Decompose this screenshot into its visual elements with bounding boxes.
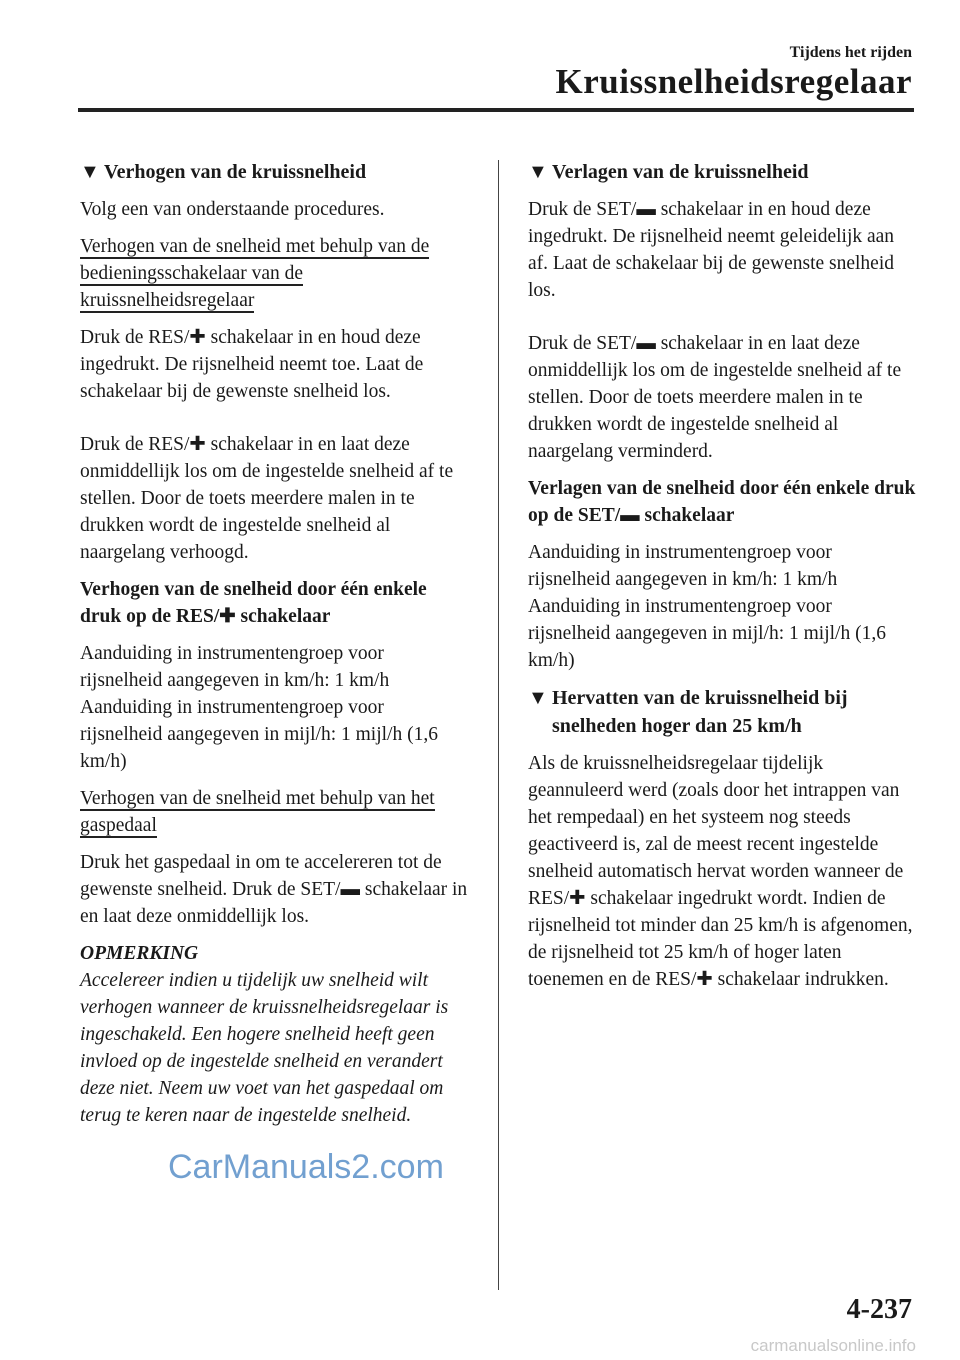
- section-heading: [528, 684, 918, 740]
- column-divider: [498, 160, 499, 1290]
- bold-subheading: Verlagen van de snelheid door één enkele druk op de SET/▬ schakelaar: [528, 478, 916, 526]
- paragraph: Volg een van onderstaande procedures.: [80, 199, 385, 220]
- underlined-subheading: [80, 233, 470, 314]
- triangle-bullet-icon: ▼: [528, 161, 548, 183]
- underlined-subheading-text: Verhogen van de snelheid met behulp van het gaspedaal: [80, 788, 435, 836]
- bold-subheading: Verhogen van de snelheid door één enkele druk op de RES/✚ schakelaar: [80, 579, 427, 627]
- paragraph: Druk de SET/▬ schakelaar in en houd deze ingedrukt. De rijsnelheid neemt geleidelijk aan af. Laat de schakelaar bij de gewenste snelheid los.: [528, 199, 895, 301]
- paragraph: Aanduiding in instrumentengroep voor rijsnelheid aangegeven in km/h: 1 km/h Aanduiding in instrumentengroep voor rijsnelheid aangegeven in mijl/h: 1 mijl/h (1,6 km/h): [528, 542, 886, 671]
- paragraph: Druk de RES/✚ schakelaar in en laat deze onmiddellijk los om de ingestelde snelheid af te stellen. Door de toets meerdere malen in te drukken wordt de ingestelde snelheid al naargelang verhoogd.: [80, 434, 454, 563]
- section-heading-text: Hervatten van de kruissnelheid bij snelheden hoger dan 25 km/h: [552, 687, 848, 737]
- right-column: [528, 158, 918, 1003]
- triangle-bullet-icon: ▼: [80, 161, 100, 183]
- left-column: [80, 158, 470, 1129]
- watermark-logo: CarManuals2.com: [168, 1148, 444, 1186]
- paragraph: Druk het gaspedaal in om te accelereren tot de gewenste snelheid. Druk de SET/▬ schakelaar in en laat deze onmiddellijk los.: [80, 852, 468, 927]
- section-heading: [528, 158, 918, 186]
- paragraph: Als de kruissnelheidsregelaar tijdelijk geannuleerd werd (zoals door het intrappen van het rempedaal) en het systeem nog steeds geactiveerd is, zal de meest recent ingestelde snelheid automatisch hervat worden wanneer de RES/✚ schakelaar ingedrukt wordt. Indien de rijsnelheid tot minder dan 25 km/h is afgenomen, de rijsnelheid tot 25 km/h of hoger laten toenemen en de RES/✚ schakelaar indrukken.: [528, 753, 913, 990]
- paragraph: Druk de SET/▬ schakelaar in en laat deze onmiddellijk los om de ingestelde snelheid af te stellen. Door de toets meerdere malen in te drukken wordt de ingestelde snelheid al naargelang verminderd.: [528, 333, 902, 462]
- footer-site-watermark: carmanualsonline.info: [750, 1336, 916, 1355]
- note-text: Accelereer indien u tijdelijk uw snelheid wilt verhogen wanneer de kruissnelheidsregelaar is ingeschakeld. Een hogere snelheid heeft geen invloed op de ingestelde snelheid en verandert deze niet. Neem uw voet van het gaspedaal om terug te keren naar de ingestelde snelheid.: [80, 970, 449, 1126]
- note-title: OPMERKING: [80, 943, 199, 964]
- section-heading-text: Verlagen van de kruissnelheid: [552, 161, 809, 183]
- page-title: Kruissnelheidsregelaar: [555, 62, 912, 101]
- section-heading: [80, 158, 470, 186]
- paragraph: Druk de RES/✚ schakelaar in en houd deze ingedrukt. De rijsnelheid neemt toe. Laat de schakelaar bij de gewenste snelheid los.: [80, 327, 424, 402]
- header-rule: [78, 108, 914, 112]
- header-section-label: Tijdens het rijden: [789, 44, 912, 61]
- underlined-subheading: [80, 785, 470, 839]
- paragraph: Aanduiding in instrumentengroep voor rijsnelheid aangegeven in km/h: 1 km/h Aanduiding in instrumentengroep voor rijsnelheid aangegeven in mijl/h: 1 mijl/h (1,6 km/h): [80, 643, 438, 772]
- page-number: 4-237: [846, 1294, 912, 1325]
- underlined-subheading-text: Verhogen van de snelheid met behulp van de bedieningsschakelaar van de kruissnelheidsregelaar: [80, 236, 430, 311]
- triangle-bullet-icon: ▼: [528, 687, 548, 709]
- section-heading-text: Verhogen van de kruissnelheid: [104, 161, 367, 183]
